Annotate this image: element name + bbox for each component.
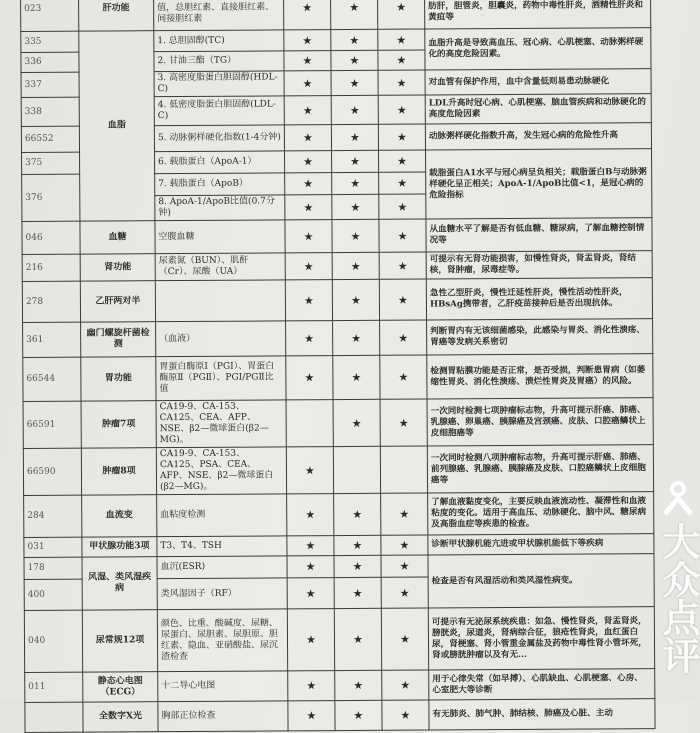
star-icon: ★ — [286, 356, 333, 400]
star-icon: ★ — [382, 670, 429, 700]
item-contents: 血沉(ESR) — [157, 556, 287, 579]
item-category: 肾功能 — [80, 254, 155, 281]
item-code: 284 — [24, 495, 82, 537]
star-icon: ★ — [283, 0, 330, 30]
star-icon: ★ — [284, 71, 331, 96]
item-description: 血脂升高是导致高血压、冠心病、心肌梗塞、动脉粥样硬化的高度危险因素。 — [425, 28, 651, 70]
item-category: 风湿、类风湿疾病 — [82, 557, 157, 610]
star-icon: ★ — [287, 536, 334, 556]
empty-cell — [380, 446, 427, 493]
star-icon: ★ — [287, 609, 334, 671]
star-icon: ★ — [380, 320, 427, 355]
item-contents: 白、白蛋白、球蛋白、白/球比值，总胆红素、直接胆红素、间接胆红素 — [154, 0, 284, 31]
star-icon: ★ — [379, 219, 426, 252]
star-icon: ★ — [379, 150, 426, 172]
star-icon: ★ — [382, 700, 429, 730]
star-icon: ★ — [287, 556, 334, 578]
star-icon: ★ — [285, 151, 332, 173]
item-code: 335 — [21, 31, 79, 52]
item-category: 尿常规12项 — [82, 610, 157, 672]
table-row — [22, 218, 652, 255]
table-row — [23, 445, 653, 496]
checkup-item-table — [20, 0, 656, 733]
item-description: 有无肺炎、肺气肿、肺结核、肺癌及心脏、主动 — [429, 699, 655, 730]
star-icon: ★ — [378, 50, 425, 70]
star-icon: ★ — [379, 279, 426, 320]
star-icon: ★ — [332, 279, 379, 320]
item-code: 046 — [22, 221, 80, 254]
item-description: LDL升高时冠心病、心肌梗塞、脑血管疾病和动脉硬化的高度危险因素 — [425, 94, 651, 124]
item-code: 361 — [23, 322, 81, 357]
star-icon: ★ — [284, 30, 331, 51]
star-icon: ★ — [285, 220, 332, 253]
item-code: 66552 — [21, 126, 79, 152]
item-code: 336 — [21, 52, 79, 72]
item-contents: 8. ApoA-1/ApoB比值(0.7分钟) — [155, 195, 285, 221]
empty-cell — [333, 446, 380, 493]
item-category: 静态心电图（ECG） — [83, 672, 158, 702]
item-contents: CA19-9、CA-153、CA125、CEA、AFP、NSE、β2—微球蛋白(β2—MG)。 — [156, 400, 286, 448]
item-description: 用于心律失常（如早搏）、心肌缺血、心肌梗塞、心房、心室肥大等诊断 — [429, 669, 655, 700]
star-icon: ★ — [333, 355, 380, 399]
star-icon: ★ — [334, 555, 381, 577]
star-icon: ★ — [330, 0, 377, 30]
star-icon: ★ — [378, 124, 425, 150]
star-icon: ★ — [379, 252, 426, 279]
star-icon: ★ — [378, 70, 425, 95]
star-icon: ★ — [335, 700, 382, 730]
star-icon: ★ — [334, 608, 381, 670]
table-row — [22, 251, 652, 282]
item-contents: 类风湿因子（RF） — [157, 578, 287, 610]
item-code: 011 — [25, 672, 83, 702]
item-description: 检测胃粘膜功能是否正常，是否受损，判断患胃病（如萎缩性胃炎、消化性溃疡、溃烂性胃炎及胃癌）的风险。 — [427, 354, 653, 399]
item-description: 从血糖水平了解是否有低血糖、糖尿病，了解血糖控制情况等 — [426, 218, 652, 252]
item-description: 可提示有无泌尿系统疾患：如急、慢性肾炎，肾盂肾炎，膀胱炎，尿道炎，肾病综合征，狼疮性肾炎，血红蛋白尿，肾梗塞、肾小管重金属盐及药物中毒性肾小管坏死，肾或膀胱肿瘤以及有无... — [428, 607, 654, 670]
star-icon: ★ — [335, 670, 382, 700]
watermark-text: 大众点评 — [656, 522, 700, 674]
star-icon: ★ — [378, 95, 425, 124]
item-code: 66590 — [23, 448, 81, 495]
table-row — [24, 492, 654, 538]
star-icon: ★ — [285, 280, 332, 321]
item-code: 400 — [24, 579, 82, 610]
table-row — [24, 607, 654, 673]
item-code: 023 — [21, 0, 79, 31]
star-icon: ★ — [288, 671, 335, 701]
star-icon: ★ — [380, 399, 427, 446]
star-icon: ★ — [381, 493, 428, 535]
star-icon: ★ — [332, 194, 379, 219]
table-row — [25, 699, 655, 733]
item-description: 检查是否有风湿活动和类风湿性病变。 — [428, 554, 654, 608]
item-code: 66591 — [23, 401, 81, 448]
star-icon: ★ — [334, 493, 381, 535]
item-contents: 血粘度检测 — [157, 494, 287, 537]
item-contents: 十二导心电图 — [158, 671, 288, 702]
star-icon: ★ — [284, 96, 331, 125]
item-description: 可提示有无肾功能损害，如慢性肾炎，肾盂肾炎，肾结核，肾肿瘤，尿毒症等。 — [426, 251, 652, 279]
item-description: 一次同时检测七项肿瘤标志物，升高可提示肝癌、肺癌、乳腺癌、卵巢癌、胰腺癌及宫颈癌、皮肤、口腔癌鳞状上皮细胞癌等 — [427, 398, 653, 446]
star-icon: ★ — [380, 355, 427, 399]
item-description: 一次同时检测八项肿瘤标志物，升高可提示肝癌、肺癌、前列腺癌、乳腺癌、胰腺癌及皮肤、口腔癌鳞状上皮细胞癌等 — [427, 445, 653, 493]
item-code: 66544 — [23, 357, 81, 401]
item-contents: 空腹血糖 — [155, 220, 285, 254]
item-contents — [155, 280, 285, 322]
star-icon: ★ — [379, 172, 426, 194]
star-icon: ★ — [332, 252, 379, 279]
item-description: 判断胃内有无该细菌感染，此感染与胃炎、消化性溃疡、胃癌等发病关系密切 — [427, 319, 653, 355]
star-icon: ★ — [332, 150, 379, 172]
star-icon: ★ — [287, 494, 334, 536]
table-row — [23, 354, 653, 402]
item-contents: 胃蛋白酶原Ⅰ（PGⅠ）、胃蛋白酶原Ⅱ（PGⅡ）、PGⅠ/PGⅡ比值 — [156, 356, 286, 401]
item-code: 375 — [22, 152, 80, 174]
table-row — [21, 0, 651, 31]
item-contents: 5. 动脉粥样硬化指数(1-4分钟) — [154, 125, 284, 152]
star-icon: ★ — [331, 70, 378, 95]
table-row — [24, 554, 654, 580]
item-category: 血糖 — [80, 221, 155, 254]
item-category: 乙肝两对半 — [80, 281, 155, 322]
star-icon: ★ — [287, 578, 334, 609]
star-icon: ★ — [381, 535, 428, 555]
star-icon: ★ — [332, 172, 379, 194]
star-icon: ★ — [331, 50, 378, 70]
item-code — [25, 702, 83, 732]
item-contents: 7. 载脂蛋白（ApoB） — [155, 173, 285, 196]
item-code: 338 — [21, 97, 79, 126]
item-category: 肿瘤7项 — [81, 401, 156, 448]
table-row — [25, 669, 655, 703]
item-description: 了解血液黏度变化，主要反映血液流动性、凝滞性和血液粘度的变化。适用于高血压、动脉硬化、脑中风、糖尿病及高脂血症等疾患的检查。 — [428, 492, 654, 535]
star-icon: ★ — [334, 577, 381, 608]
star-icon: ★ — [285, 195, 332, 220]
item-description: 可提示肝脏系统疾病，急性传染性肝炎，中毒性肝炎，脂肪肝，胆管炎，胆囊炎，药物中毒性肝炎，酒精性肝炎和黄疸等 — [424, 0, 650, 29]
item-category: 血脂 — [79, 31, 155, 221]
star-icon: ★ — [331, 95, 378, 124]
star-icon: ★ — [285, 173, 332, 195]
item-description: 对血管有保护作用，血中含量低则易患动脉硬化 — [425, 69, 651, 95]
empty-cell — [286, 400, 333, 447]
star-icon: ★ — [381, 608, 428, 670]
dianping-logo-icon — [659, 480, 697, 518]
star-icon: ★ — [379, 194, 426, 219]
item-contents: 1. 总胆固醇(TC) — [154, 30, 284, 52]
item-category: 胃功能 — [81, 357, 156, 401]
star-icon: ★ — [332, 219, 379, 252]
item-contents: CA19-9、CA-153、CA125、PSA、CEA、AFP、NSE、β2—微球蛋白(β2—MG)。 — [156, 447, 286, 495]
table-row — [22, 278, 652, 323]
table-row — [21, 28, 651, 53]
item-category: 肿瘤8项 — [81, 448, 156, 495]
item-contents: 4. 低密度脂蛋白胆固醇(LDL-C) — [154, 96, 284, 126]
star-icon: ★ — [381, 577, 428, 608]
item-description: 诊断甲状腺机能亢进或甲状腺机能低下等疾病 — [428, 534, 654, 555]
star-icon: ★ — [334, 535, 381, 555]
item-category: 全数字X光 — [83, 702, 158, 732]
item-contents: 6. 载脂蛋白（ApoA-1） — [155, 151, 285, 174]
watermark — [657, 480, 699, 674]
item-code: 040 — [24, 610, 82, 672]
star-icon: ★ — [378, 29, 425, 50]
star-icon: ★ — [331, 29, 378, 50]
star-icon: ★ — [285, 253, 332, 280]
item-code: 216 — [22, 254, 80, 281]
item-code: 178 — [24, 557, 82, 579]
item-category: 肝功能 — [79, 0, 154, 31]
item-contents: 3. 高密度脂蛋白胆固醇(HDL-C) — [154, 71, 284, 97]
item-code: 376 — [22, 174, 80, 221]
star-icon: ★ — [286, 447, 333, 494]
item-code: 278 — [22, 281, 80, 322]
item-code: 031 — [24, 537, 82, 557]
item-contents: 胸部正位检查 — [158, 701, 288, 732]
item-code: 337 — [21, 72, 79, 97]
item-contents: （血液） — [156, 321, 286, 357]
item-description: 急性乙型肝炎，慢性迁延性肝炎，慢性活动性肝炎，HBsAg携带者，乙肝疫苗接种后是否出现抗体。 — [426, 278, 652, 320]
star-icon: ★ — [284, 51, 331, 71]
item-contents: T3、T4、TSH — [157, 536, 287, 557]
table-row — [23, 398, 653, 449]
item-description: 载脂蛋白A1水平与冠心病呈负相关；载脂蛋白B与动脉粥样硬化呈正相关；ApoA-1/ApoB比值<1，是冠心病的危险指标 — [426, 149, 652, 219]
item-category: 甲状腺功能3项 — [82, 537, 157, 557]
table-row — [23, 319, 653, 358]
star-icon: ★ — [288, 701, 335, 731]
item-contents: 颜色、比重、酸碱度、尿糖、尿蛋白、尿胆素、尿胆原、胆红素、隐血、亚硝酸盐、尿沉渣检查 — [157, 609, 287, 672]
star-icon: ★ — [381, 555, 428, 577]
star-icon: ★ — [333, 320, 380, 355]
star-icon: ★ — [331, 124, 378, 150]
star-icon: ★ — [377, 0, 424, 29]
star-icon: ★ — [333, 399, 380, 446]
item-category: 血流变 — [82, 495, 157, 537]
item-description: 动脉粥样硬化指数升高，发生冠心病的危险性升高 — [425, 123, 651, 150]
item-category: 幽门螺旋杆菌检测 — [81, 322, 156, 357]
star-icon: ★ — [286, 321, 333, 356]
item-contents: 尿素氮（BUN）、肌酐（Cr）、尿酸（UA） — [155, 253, 285, 281]
star-icon: ★ — [284, 125, 331, 151]
item-contents: 2. 甘油三酯（TG） — [154, 51, 284, 72]
